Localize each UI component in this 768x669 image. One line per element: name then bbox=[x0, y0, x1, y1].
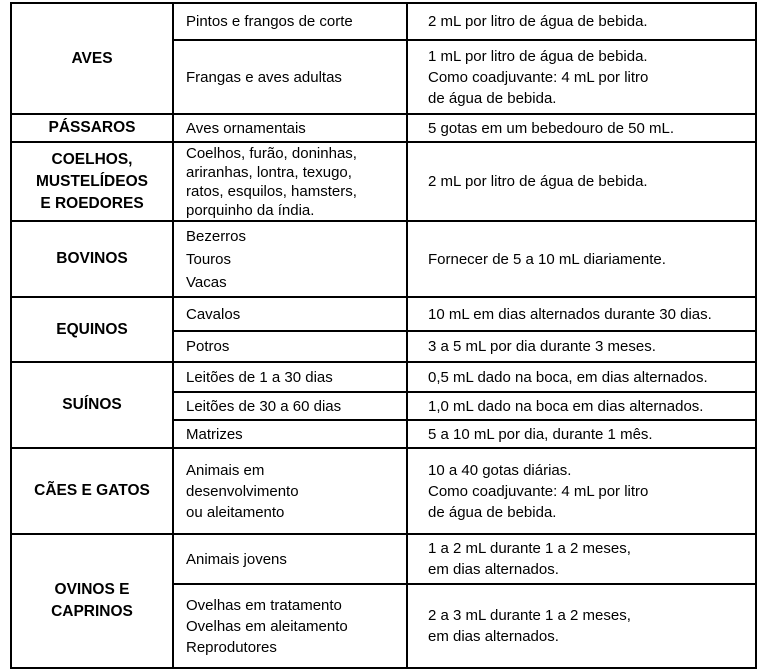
table-row bbox=[11, 362, 756, 392]
category-label: Leitões de 1 a 30 dias bbox=[186, 368, 333, 386]
category-label: Matrizes bbox=[186, 425, 243, 443]
species-cell bbox=[11, 297, 173, 362]
dose-text: 3 a 5 mL por dia durante 3 meses. bbox=[428, 338, 656, 355]
species-cell bbox=[11, 3, 173, 114]
dose-text: de água de bebida. bbox=[428, 89, 557, 107]
dose-cell bbox=[407, 221, 756, 297]
dose-cell bbox=[407, 534, 756, 584]
category-cell bbox=[173, 297, 407, 331]
dose-text: 5 gotas em um bebedouro de 50 mL. bbox=[428, 119, 674, 137]
species-cell bbox=[11, 114, 173, 142]
category-label: Potros bbox=[186, 338, 230, 355]
dose-cell bbox=[407, 362, 756, 392]
category-label: Cavalos bbox=[186, 305, 241, 323]
dose-text: em dias alternados. bbox=[428, 561, 559, 578]
dose-cell bbox=[407, 420, 756, 448]
category-cell bbox=[173, 448, 407, 534]
dosage-table bbox=[10, 2, 757, 669]
table-row bbox=[11, 221, 756, 297]
category-label: Reprodutores bbox=[186, 638, 277, 656]
species-label: SUÍNOS bbox=[62, 396, 122, 413]
dose-text: 10 mL em dias alternados durante 30 dias. bbox=[428, 305, 712, 323]
dose-text: 5 a 10 mL por dia, durante 1 mês. bbox=[428, 425, 653, 443]
species-label: MUSTELÍDEOS bbox=[36, 172, 148, 190]
species-cell bbox=[11, 448, 173, 534]
species-cell bbox=[11, 362, 173, 448]
dose-text: 2 a 3 mL durante 1 a 2 meses, bbox=[428, 607, 631, 624]
dose-text: Fornecer de 5 a 10 mL diariamente. bbox=[428, 250, 666, 268]
category-cell bbox=[173, 142, 407, 221]
dose-text: 1 a 2 mL durante 1 a 2 meses, bbox=[428, 540, 631, 557]
species-label: EQUINOS bbox=[56, 320, 128, 338]
dose-text: 2 mL por litro de água de bebida. bbox=[428, 13, 648, 30]
dose-text: 1,0 mL dado na boca em dias alternados. bbox=[428, 397, 704, 415]
table-row bbox=[11, 3, 756, 40]
category-cell bbox=[173, 392, 407, 420]
category-cell bbox=[173, 362, 407, 392]
dose-cell bbox=[407, 584, 756, 668]
species-label: OVINOS E bbox=[54, 581, 130, 598]
category-label: Vacas bbox=[186, 273, 227, 291]
dose-cell bbox=[407, 297, 756, 331]
dose-text: 0,5 mL dado na boca, em dias alternados. bbox=[428, 368, 708, 386]
species-label: E ROEDORES bbox=[40, 194, 144, 212]
dose-cell bbox=[407, 448, 756, 534]
category-cell bbox=[173, 40, 407, 114]
category-label: ratos, esquilos, hamsters, bbox=[186, 182, 357, 200]
category-label: Bezerros bbox=[186, 227, 247, 245]
category-label: Ovelhas em aleitamento bbox=[186, 617, 348, 635]
category-label: ou aleitamento bbox=[186, 503, 285, 521]
dose-cell bbox=[407, 114, 756, 142]
dose-cell bbox=[407, 331, 756, 362]
category-label: desenvolvimento bbox=[186, 482, 299, 500]
table-row bbox=[11, 534, 756, 584]
dose-cell bbox=[407, 3, 756, 40]
species-label: CAPRINOS bbox=[51, 603, 133, 620]
table-row bbox=[11, 142, 756, 221]
species-label: COELHOS, bbox=[51, 150, 133, 168]
category-cell bbox=[173, 331, 407, 362]
species-label: CÃES E GATOS bbox=[34, 482, 150, 499]
table-row bbox=[11, 448, 756, 534]
table-row bbox=[11, 297, 756, 331]
category-cell bbox=[173, 3, 407, 40]
category-cell bbox=[173, 584, 407, 668]
dose-cell bbox=[407, 142, 756, 221]
category-label: Leitões de 30 a 60 dias bbox=[186, 397, 342, 415]
category-label: Pintos e frangos de corte bbox=[186, 13, 353, 30]
dose-text: Como coadjuvante: 4 mL por litro bbox=[428, 68, 649, 86]
species-label: AVES bbox=[71, 49, 113, 67]
category-cell bbox=[173, 114, 407, 142]
dose-text: em dias alternados. bbox=[428, 628, 559, 645]
category-label: Frangas e aves adultas bbox=[186, 68, 342, 86]
species-cell bbox=[11, 221, 173, 297]
dose-text: Como coadjuvante: 4 mL por litro bbox=[428, 482, 649, 500]
category-cell bbox=[173, 221, 407, 297]
species-label: PÁSSAROS bbox=[48, 119, 136, 136]
dose-cell bbox=[407, 392, 756, 420]
dose-text: de água de bebida. bbox=[428, 503, 557, 521]
dose-text: 1 mL por litro de água de bebida. bbox=[428, 47, 648, 65]
category-label: ariranhas, lontra, texugo, bbox=[186, 163, 352, 181]
category-label: Animais em bbox=[186, 461, 265, 479]
species-cell bbox=[11, 142, 173, 221]
dose-cell bbox=[407, 40, 756, 114]
table-row bbox=[11, 114, 756, 142]
dose-text: 10 a 40 gotas diárias. bbox=[428, 461, 572, 479]
category-label: Aves ornamentais bbox=[186, 119, 306, 137]
category-label: porquinho da índia. bbox=[186, 201, 315, 219]
category-label: Animais jovens bbox=[186, 550, 287, 568]
category-label: Coelhos, furão, doninhas, bbox=[186, 144, 357, 162]
category-cell bbox=[173, 534, 407, 584]
category-cell bbox=[173, 420, 407, 448]
category-label: Touros bbox=[186, 250, 232, 268]
category-label: Ovelhas em tratamento bbox=[186, 596, 342, 614]
dose-text: 2 mL por litro de água de bebida. bbox=[428, 173, 648, 190]
species-label: BOVINOS bbox=[56, 250, 128, 267]
species-cell bbox=[11, 534, 173, 668]
